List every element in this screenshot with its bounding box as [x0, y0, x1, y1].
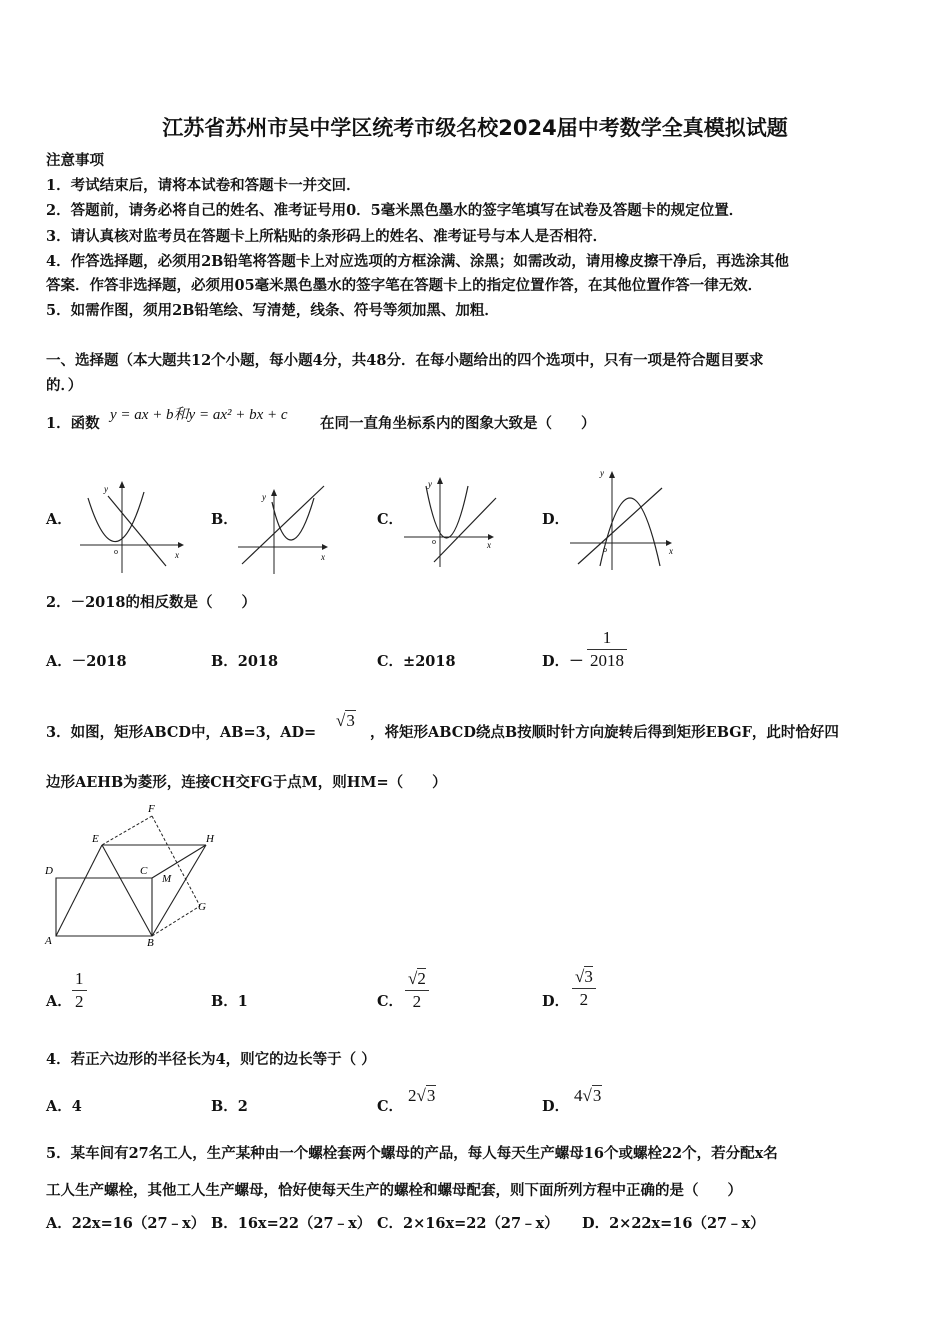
- q1-graph-b: [236, 478, 336, 576]
- origin-label: o: [603, 545, 607, 554]
- q4-option-c-value: 2√3: [408, 1086, 436, 1105]
- q5-stem-line1: 5．某车间有27名工人，生产某种由一个螺栓套两个螺母的产品，每人每天生产螺母16个或螺栓22个，若分配x名: [46, 1145, 778, 1162]
- point-label-a: A: [45, 935, 52, 947]
- page-title: 江苏省苏州市吴中学区统考市级名校2024届中考数学全真模拟试题: [162, 116, 788, 140]
- q3-option-b: B．1: [211, 993, 248, 1010]
- axis-y-label: y: [428, 479, 432, 489]
- fraction-numerator: √3: [572, 966, 596, 989]
- section-heading-line1: 一、选择题（本大题共12个小题，每小题4分，共48分．在每小题给出的四个选项中，只有一项是符合题目要求: [46, 352, 764, 369]
- point-label-c: C: [140, 865, 148, 877]
- fraction-numerator: 1: [587, 627, 627, 650]
- section-heading-line2: 的．）: [46, 377, 83, 394]
- axis-y-label: y: [104, 484, 108, 494]
- q1-suffix: 在同一直角坐标系内的图象大致是（ ）: [320, 415, 596, 432]
- fraction-numerator: 1: [72, 968, 87, 991]
- point-label-e: E: [92, 833, 99, 845]
- point-label-d: D: [45, 865, 53, 877]
- q3-figure: [40, 800, 220, 950]
- notice-heading: 注意事项: [46, 152, 104, 169]
- point-label-b: B: [147, 937, 154, 949]
- radicand: 3: [592, 1086, 602, 1105]
- q4-option-a: A．4: [46, 1098, 82, 1115]
- fraction-denominator: 2: [412, 992, 422, 1011]
- radicand: 3: [584, 967, 593, 986]
- coefficient: 2: [408, 1086, 417, 1105]
- q4-option-d-label: D．: [542, 1098, 570, 1115]
- q2-option-d-label: D．－: [542, 653, 584, 670]
- point-label-h: H: [206, 833, 214, 845]
- notice-item: 1．考试结束后，请将本试卷和答题卡一并交回．: [46, 177, 361, 194]
- q3-option-a-fraction: [72, 968, 87, 1013]
- q3-option-a-label: A．: [46, 993, 72, 1010]
- fraction-denominator: 2018: [590, 651, 624, 670]
- point-label-f: F: [148, 803, 155, 815]
- notice-item: 答案．作答非选择题，必须用05毫米黑色墨水的签字笔在答题卡上的指定位置作答，在其他位置作答一律无效．: [46, 277, 763, 294]
- q5-option-b: B．16x=22（27﹣x）: [211, 1215, 372, 1232]
- axis-x-label: x: [175, 550, 179, 560]
- q2-option-a: A．－2018: [46, 653, 127, 670]
- q2-option-d-fraction: [587, 627, 627, 672]
- q5-option-a: A．22x=16（27﹣x）: [46, 1215, 206, 1232]
- axis-x-label: x: [487, 540, 491, 550]
- notice-item: 4．作答选择题，必须用2B铅笔将答题卡上对应选项的方框涂满、涂黑；如需改动，请用橡皮擦干净后，再选涂其他: [46, 253, 789, 270]
- radicand: 2: [417, 969, 426, 988]
- q1-graph-c: [402, 472, 502, 570]
- notice-item: 2．答题前，请务必将自己的姓名、准考证号用0．5毫米黑色墨水的签字笔填写在试卷及答题卡的规定位置．: [46, 202, 744, 219]
- q1-prefix: 1．函数: [46, 415, 100, 432]
- q1-option-d-label: D．: [542, 511, 570, 528]
- q3-stem-line2: 边形AEHB为菱形，连接CH交FG于点M，则HM=（ ）: [46, 774, 447, 791]
- q3-stem-line1-a: 3．如图，矩形ABCD中，AB=3，AD=: [46, 724, 317, 741]
- q5-stem-line2: 工人生产螺栓，其他工人生产螺母，恰好使每天生产的螺栓和螺母配套，则下面所列方程中正确的是（ ）: [46, 1182, 742, 1199]
- point-label-m: M: [162, 873, 172, 885]
- q3-option-c-label: C．: [377, 993, 404, 1010]
- q1-graph-d: [568, 460, 680, 572]
- q1-option-c-label: C．: [377, 511, 404, 528]
- q1-option-a-label: A．: [46, 511, 72, 528]
- notice-item: 3．请认真核对监考员在答题卡上所粘贴的条形码上的姓名、准考证号与本人是否相符．: [46, 228, 608, 245]
- q3-stem-line1-b: ，将矩形ABCD绕点B按顺时针方向旋转后得到矩形EBGF，此时恰好四: [370, 724, 839, 741]
- fraction-numerator: √2: [405, 968, 429, 991]
- q2-option-b: B．2018: [211, 653, 279, 670]
- radicand: 3: [426, 1086, 436, 1105]
- q4-option-d-value: 4√3: [574, 1086, 602, 1105]
- q3-option-d-label: D．: [542, 993, 570, 1010]
- q1-formula: y = ax + b和y = ax² + bx + c: [110, 407, 288, 423]
- notice-item: 5．如需作图，须用2B铅笔绘、写清楚，线条、符号等须加黑、加粗．: [46, 302, 499, 319]
- q5-option-c: C．2×16x=22（27﹣x）: [377, 1215, 559, 1232]
- origin-label: o: [114, 547, 118, 556]
- q4-stem: 4．若正六边形的半径长为4，则它的边长等于（ ）: [46, 1051, 376, 1068]
- axis-x-label: x: [321, 552, 325, 562]
- q4-option-c-label: C．: [377, 1098, 404, 1115]
- fraction-denominator: 2: [579, 990, 589, 1009]
- origin-label: o: [432, 537, 436, 546]
- q1-option-b-label: B．: [211, 511, 238, 528]
- q2-stem: 2．－2018的相反数是（ ）: [46, 594, 256, 611]
- q3-option-d-fraction: [572, 966, 596, 1011]
- axis-y-label: y: [600, 468, 604, 478]
- q3-option-c-fraction: [405, 968, 429, 1013]
- axis-y-label: y: [262, 492, 266, 502]
- point-label-g: G: [198, 901, 206, 913]
- axis-x-label: x: [669, 546, 673, 556]
- q4-option-b: B．2: [211, 1098, 248, 1115]
- q1-graph-a: [78, 478, 186, 576]
- radicand: 3: [346, 711, 355, 730]
- fraction-denominator: 2: [75, 992, 84, 1011]
- q2-option-c: C．±2018: [377, 653, 456, 670]
- q5-option-d: D．2×22x=16（27﹣x）: [582, 1215, 765, 1232]
- coefficient: 4: [574, 1086, 583, 1105]
- q3-sqrt: √3: [336, 711, 355, 730]
